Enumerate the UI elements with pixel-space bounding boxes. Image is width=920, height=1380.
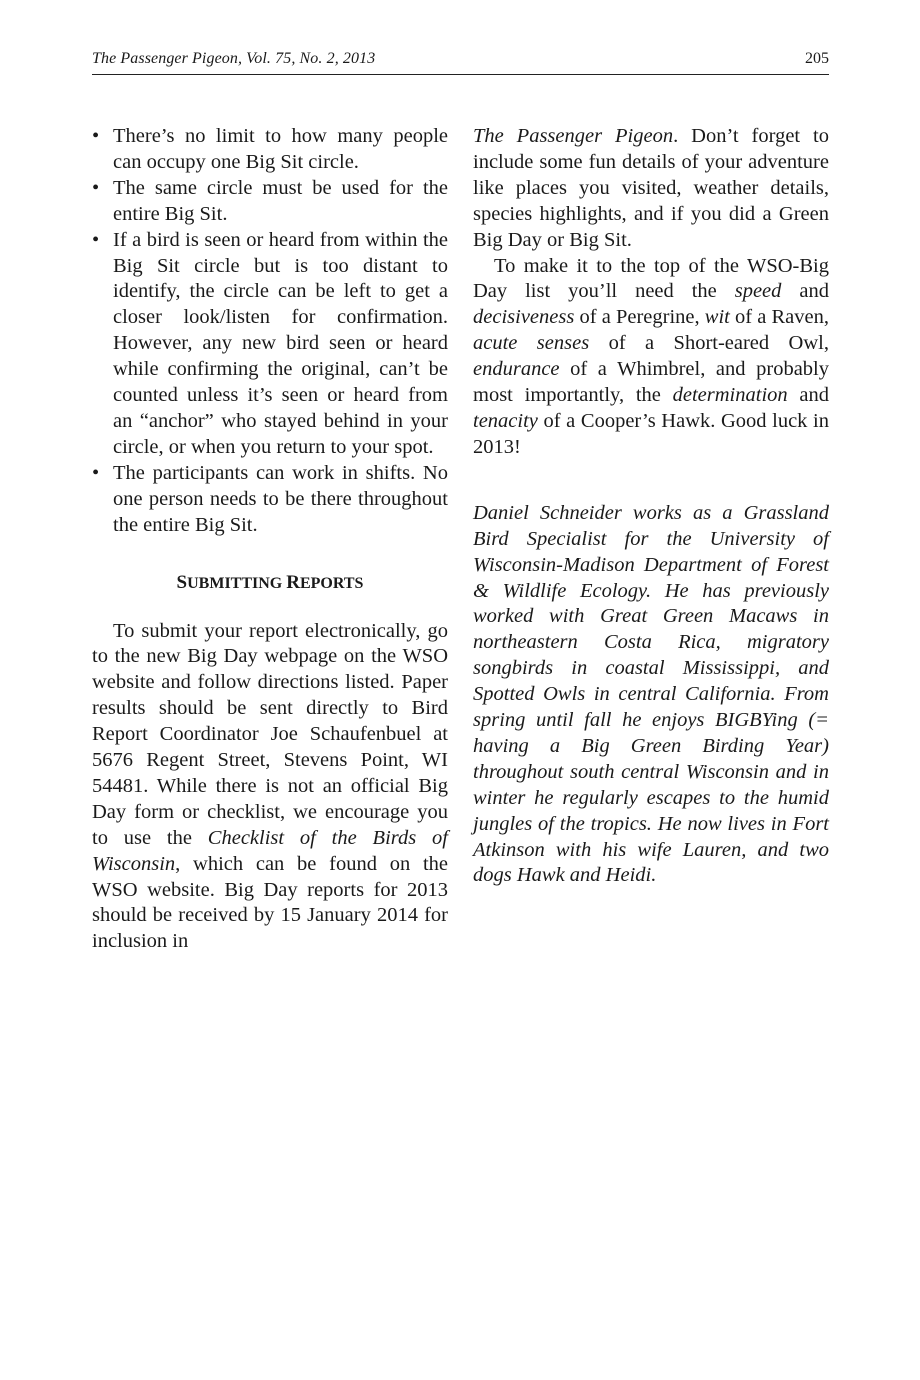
list-item	[92, 228, 448, 461]
running-head	[92, 50, 829, 75]
bullet-icon: •	[92, 461, 100, 484]
left-column	[92, 124, 448, 955]
bullet-icon: •	[92, 176, 100, 199]
closing-paragraph: To make it to the top of the WSO-Big Day list you’ll need the speed and decisiveness of a Peregrine, wit of a Raven, acute senses of a Short-eared Owl, endurance of a Whimbrel, and probably most importantly, the determination and tenacity of a Cooper’s Hawk. Good luck in 2013!	[473, 254, 830, 458]
journal-title-reference: The Passenger Pigeon	[473, 125, 674, 147]
list-item-text: If a bird is seen or heard from within the Big Sit circle but is too distant to identify, the circle can be left to get a closer look/listen for confirmation. However, any new bird seen or heard while confirming the original, can’t be counted unless it’s seen or heard from an “anchor” who stayed behind in your circle, or when you return to your spot.	[113, 228, 448, 458]
author-bio: Daniel Schneider works as a Grassland Bird Specialist for the University of Wisconsin-Madison Department of Forest & Wildlife Ecology. He has previously worked with Great Green Macaws in northeastern Costa Rica, migratory songbirds in coastal Mississippi, and Spotted Owls in central California. From spring until fall he enjoys BIGBYing (= having a Big Green Birding Year) throughout south central Wisconsin and in winter he regularly escapes to the humid jungles of the tropics. He now lives in Fort Atkinson with his wife Lauren, and two dogs Hawk and Heidi.	[473, 501, 829, 887]
ampersand: &	[473, 579, 489, 602]
list-item-text: The participants can work in shifts. No one person needs to be there throughout the entire Big Sit.	[113, 461, 448, 536]
list-item	[92, 176, 448, 228]
journal-title: The Passenger Pigeon, Vol. 75, No. 2, 2013	[92, 50, 376, 67]
bullet-icon: •	[92, 228, 100, 251]
list-item	[92, 124, 448, 176]
section-heading: SUBMITTING REPORTS	[176, 571, 364, 593]
checklist-title: Checklist of the Birds of Wisconsin	[92, 826, 448, 875]
right-column	[473, 124, 829, 889]
submit-paragraph: To submit your report electronically, go to the new Big Day webpage on the WSO website and follow directions listed. Paper results should be sent directly to Bird Report Coordinator Joe Schaufenbuel at 5676 Regent Street, Stevens Point, WI 54481. While there is not an official Big Day form or checklist, we encourage you to use the Checklist of the Birds of Wisconsin, which can be found on the WSO website. Big Day reports for 2013 should be received by 15 January 2014 for inclusion in	[92, 619, 448, 953]
rules-list	[92, 124, 448, 539]
list-item-text: There’s no limit to how many people can occupy one Big Sit circle.	[113, 125, 448, 173]
submit-paragraph-continued: The Passenger Pigeon. Don’t forget to include some fun details of your adventure like places you visited, weather details, species highlights, and if you did a Green Big Day or Big Sit.	[473, 125, 829, 251]
list-item-text: The same circle must be used for the entire Big Sit.	[113, 176, 448, 225]
list-item	[92, 461, 448, 539]
bullet-icon: •	[92, 125, 100, 147]
page-number: 205	[805, 50, 829, 67]
